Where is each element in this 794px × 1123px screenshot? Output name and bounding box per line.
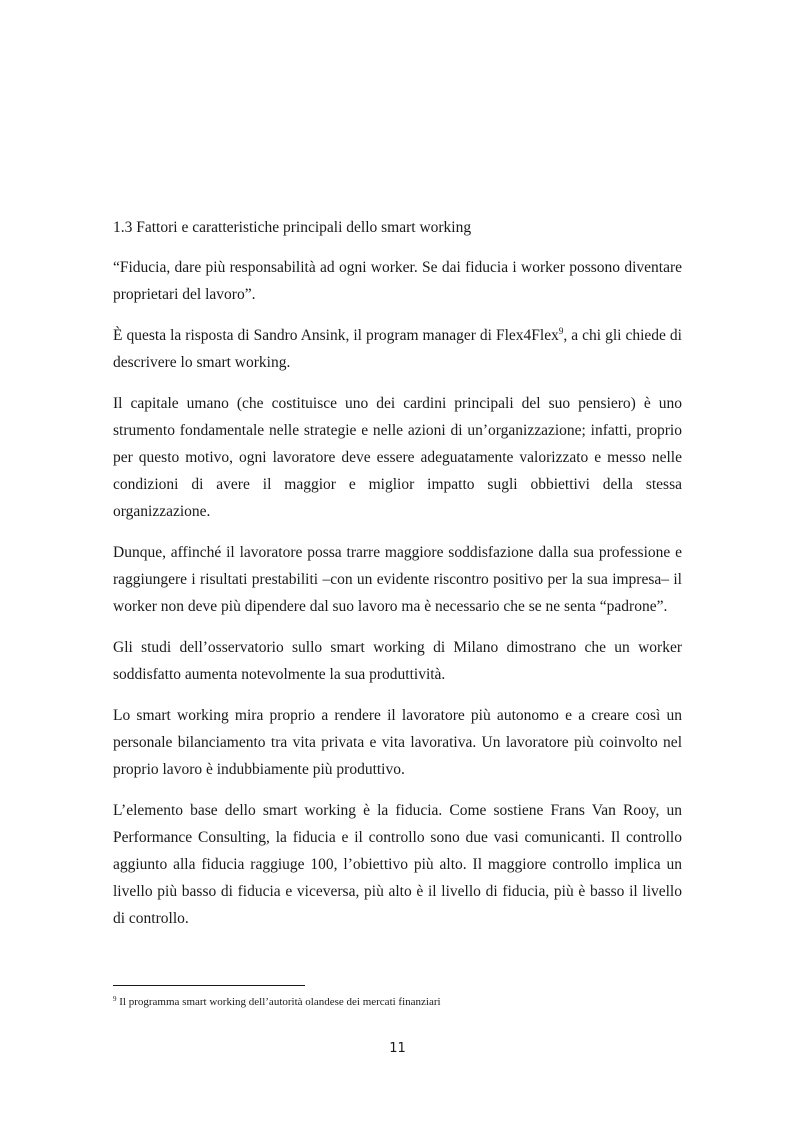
- paragraph-quote: “Fiducia, dare più responsabilità ad ogni worker. Se dai fiducia i worker possono diventare proprietari del lavoro”.: [113, 259, 682, 303]
- section-heading: 1.3 Fattori e caratteristiche principali dello smart working: [113, 219, 472, 236]
- footnote-reference[interactable]: 9: [558, 326, 564, 336]
- footnote-text: Il programma smart working dell’autorità olandese dei mercati finanziari: [116, 996, 441, 1008]
- paragraph-text: , a chi gli chiede di descrivere lo smart working.: [113, 327, 682, 371]
- paragraph-autonomia: Lo smart working mira proprio a rendere il lavoratore più autonomo e a creare così un personale bilanciamento tra vita privata e vita lavorativa. Un lavoratore più coinvolto nel proprio lavoro è indubbiamente più produttivo.: [113, 707, 682, 778]
- paragraph-capitale-umano: Il capitale umano (che costituisce uno dei cardini principali del suo pensiero) è uno strumento fondamentale nelle strategie e nelle azioni di un’organizzazione; infatti, proprio per questo motivo, ogni lavoratore deve essere adeguatamente valorizzato e messo nelle condizioni di avere il maggior e miglior impatto sugli obbiettivi della stessa organizzazione.: [113, 395, 682, 520]
- paragraph-dunque: Dunque, affinché il lavoratore possa trarre maggiore soddisfazione dalla sua professione e raggiungere i risultati prestabiliti –con un evidente riscontro positivo per la sua impresa– il worker non deve più dipendere dal suo lavoro ma è necessario che se ne senta “padrone”.: [113, 544, 682, 615]
- footnote-divider: [113, 985, 305, 986]
- document-page: [113, 0, 682, 1123]
- body-text: [113, 254, 682, 946]
- footnote-number: 9: [113, 995, 117, 1003]
- paragraph-text: È questa la risposta di Sandro Ansink, il program manager di Flex4Flex: [113, 327, 559, 344]
- paragraph-ansink: [113, 322, 682, 376]
- footnote: [113, 995, 441, 1009]
- page-number: 11: [389, 1041, 406, 1056]
- paragraph-fiducia: L’elemento base dello smart working è la fiducia. Come sostiene Frans Van Rooy, un Performance Consulting, la fiducia e il controllo sono due vasi comunicanti. Il controllo aggiunto alla fiducia raggiuge 100, l’obiettivo più alto. Il maggiore controllo implica un livello più basso di fiducia e viceversa, più alto è il livello di fiducia, più è basso il livello di controllo.: [113, 802, 682, 927]
- paragraph-osservatorio: Gli studi dell’osservatorio sullo smart working di Milano dimostrano che un worker soddisfatto aumenta notevolmente la sua produttività.: [113, 639, 682, 683]
